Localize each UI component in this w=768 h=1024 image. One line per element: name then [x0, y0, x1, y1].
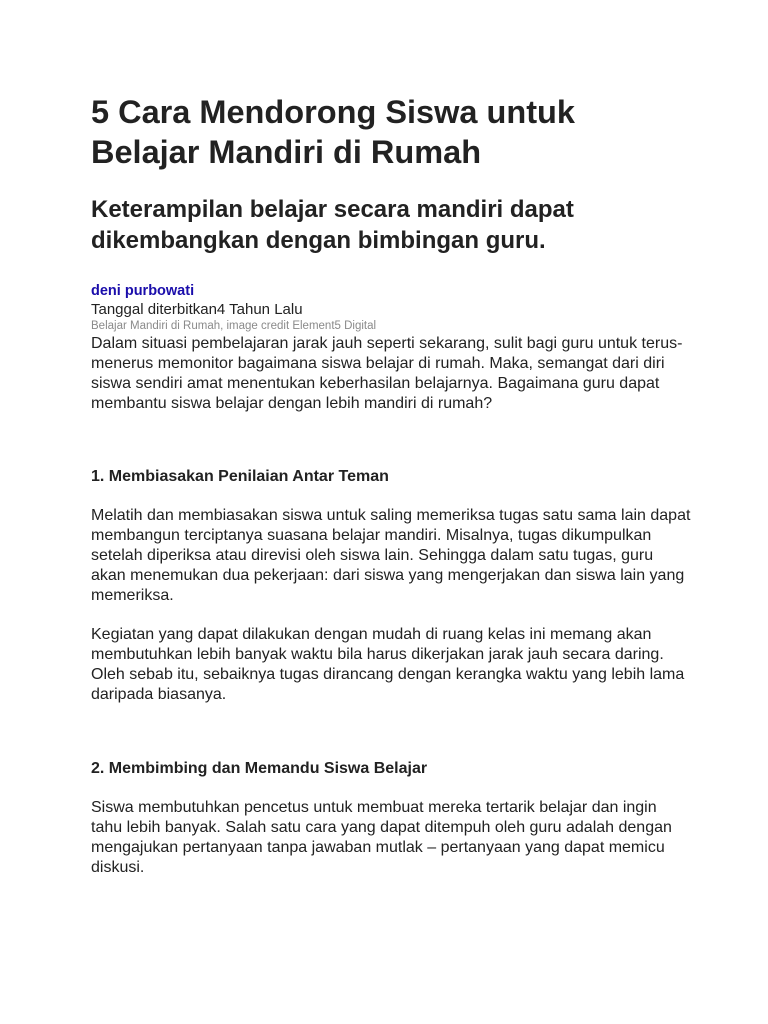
section-heading: 2. Membimbing dan Memandu Siswa Belajar	[91, 760, 428, 777]
section-paragraph: Kegiatan yang dapat dilakukan dengan mudah di ruang kelas ini memang akan membutuhkan lebih banyak waktu bila harus dikerjakan jarak jauh secara daring. Oleh sebab itu, sebaiknya tugas dirancang dengan kerangka waktu yang lebih lama daripada biasanya.	[91, 626, 685, 703]
article	[91, 92, 691, 878]
author-link[interactable]: deni purbowati	[91, 283, 195, 299]
article-title: 5 Cara Mendorong Siswa untuk Belajar Mandiri di Rumah	[91, 94, 575, 170]
intro-paragraph: Dalam situasi pembelajaran jarak jauh seperti sekarang, sulit bagi guru untuk terus-menerus memonitor bagaimana siswa belajar di rumah. Maka, semangat dari diri siswa sendiri amat menentukan keberhasilan belajarnya. Bagaimana guru dapat membantu siswa belajar dengan lebih mandiri di rumah?	[91, 335, 683, 412]
article-subtitle: Keterampilan belajar secara mandiri dapat dikembangkan dengan bimbingan guru.	[91, 196, 574, 254]
image-caption: Belajar Mandiri di Rumah, image credit Element5 Digital	[91, 320, 377, 332]
section-heading: 1. Membiasakan Penilaian Antar Teman	[91, 468, 389, 485]
section-paragraph: Melatih dan membiasakan siswa untuk saling memeriksa tugas satu sama lain dapat membangun terciptanya suasana belajar mandiri. Misalnya, tugas dikumpulkan setelah diperiksa atau direvisi oleh siswa lain. Sehingga dalam satu tugas, guru akan menemukan dua pekerjaan: dari siswa yang mengerjakan dan siswa lain yang memeriksa.	[91, 507, 691, 604]
published-date: Tanggal diterbitkan4 Tahun Lalu	[91, 301, 303, 318]
section-paragraph: Siswa membutuhkan pencetus untuk membuat mereka tertarik belajar dan ingin tahu lebih banyak. Salah satu cara yang dapat ditempuh oleh guru adalah dengan mengajukan pertanyaan tanpa jawaban mutlak – pertanyaan yang dapat memicu diskusi.	[91, 799, 672, 876]
